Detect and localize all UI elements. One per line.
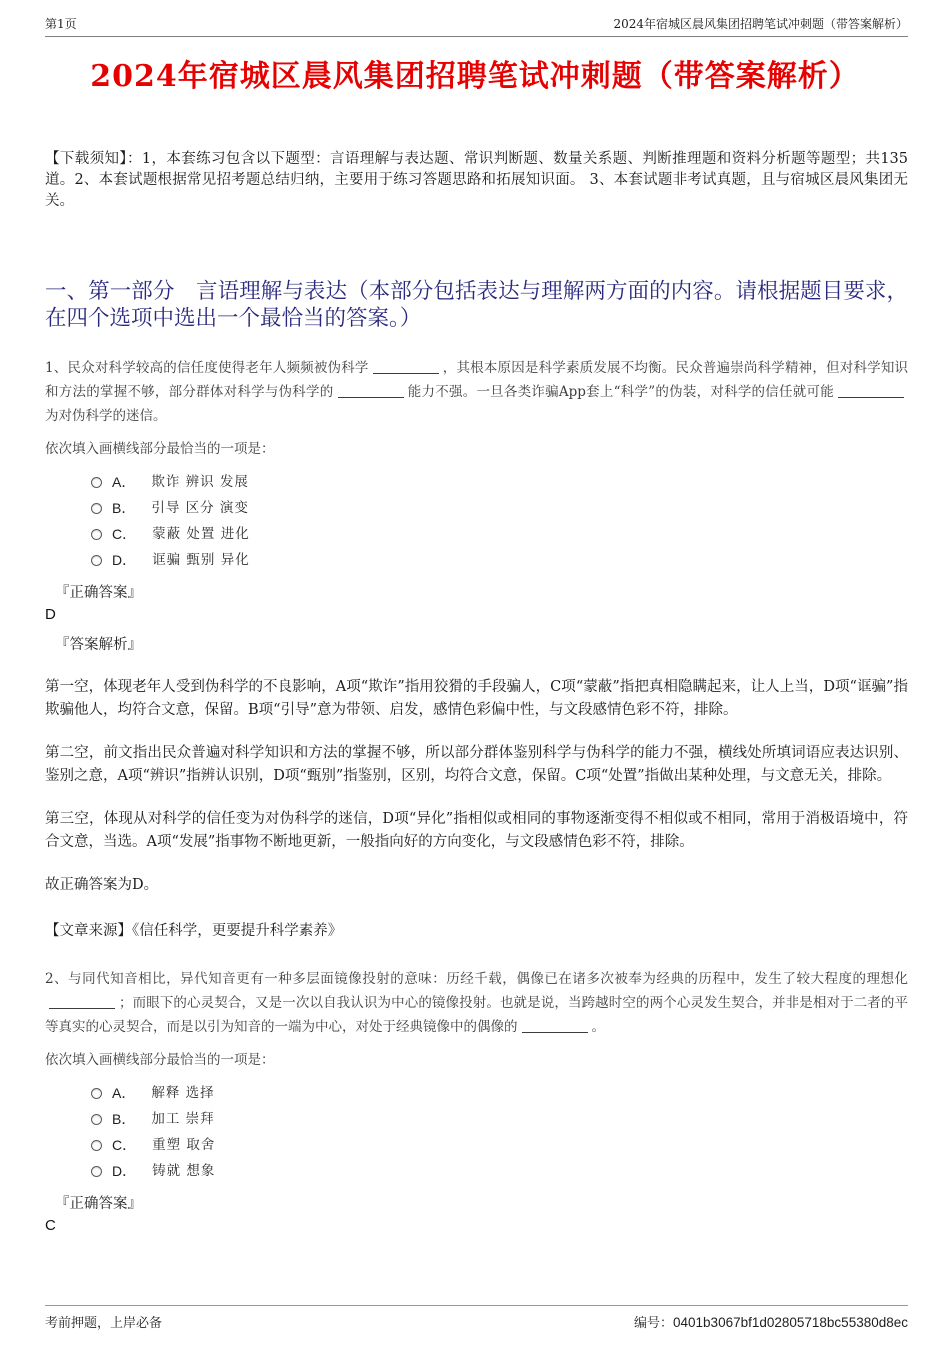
radio-button[interactable]: [91, 1088, 102, 1099]
fill-blank-prompt: 依次填入画横线部分最恰当的一项是：: [45, 1052, 275, 1068]
serial-label: 编号：: [634, 1316, 674, 1331]
option-row-d[interactable]: [45, 547, 908, 573]
option-text: 解释 选择: [151, 1085, 215, 1101]
option-row-b[interactable]: [45, 495, 908, 521]
page-title: 2024年宿城区晨风集团招聘笔试冲刺题（带答案解析）: [90, 59, 860, 94]
question-1: [45, 356, 908, 943]
radio-button[interactable]: [91, 503, 102, 514]
stem-text: 2、与同代知音相比，异代知音更有一种多层面镜像投射的意味：历经千载，偶像已在诸多次被奉为经典的历程中，发生了较大程度的理想化: [45, 971, 908, 987]
conclusion: 故正确答案为D。: [45, 877, 159, 893]
download-notice: 【下载须知】：1，本套练习包含以下题型：言语理解与表达题、常识判断题、数量关系题、判断推理题和资料分析题等题型；共135道。2、本套试题根据常见招考题总结归纳，主要用于练习答题思路和拓展知识面。 3、本套试题非考试真题，且与宿城区晨风集团无关。: [45, 151, 908, 209]
footer-serial: [634, 1312, 908, 1331]
radio-button[interactable]: [91, 1114, 102, 1125]
option-letter: D．: [112, 552, 137, 568]
question-1-stem: [45, 356, 908, 428]
stem-text: ，其根本原因是科学素质发展不均衡。民众普遍崇尚科学精神，但对科学知识和方法的掌握不够，部分群体对科学与伪科学的: [45, 360, 909, 400]
option-row-c[interactable]: [45, 1132, 908, 1158]
page-footer: [45, 1305, 908, 1331]
answer-blank: [838, 384, 904, 399]
analysis-paragraph-2: 第二空，前文指出民众普遍对科学知识和方法的掌握不够，所以部分群体鉴别科学与伪科学的能力不强，横线处所填词语应表达识别、鉴别之意，A项“辨识”指辨认识别，D项“甄别”指鉴别，区别，均符合文意，保留。C项“处置”指做出某种处理，与文意无关，排除。: [45, 745, 908, 784]
radio-button[interactable]: [91, 1166, 102, 1177]
analysis-paragraph-1: 第一空，体现老年人受到伪科学的不良影响，A项“欺诈”指用狡猾的手段骗人，C项“蒙蔽”指把真相隐瞒起来，让人上当，D项“诓骗”指欺骗他人，均符合文意，保留。B项“引导”意为带领、启发，感情色彩偏中性，与文段感情色彩不符，排除。: [45, 679, 908, 718]
question-2-options: [45, 1080, 908, 1184]
option-letter: C．: [112, 526, 137, 542]
option-letter: A．: [112, 1085, 136, 1101]
header-doc-title: 2024年宿城区晨风集团招聘笔试冲刺题（带答案解析）: [613, 17, 908, 31]
option-row-c[interactable]: [45, 521, 908, 547]
answer-blank: [338, 384, 404, 399]
fill-blank-prompt: 依次填入画横线部分最恰当的一项是：: [45, 441, 275, 457]
option-text: 加工 崇拜: [151, 1111, 215, 1127]
analysis-label: 『答案解析』: [55, 637, 142, 653]
radio-button[interactable]: [91, 529, 102, 540]
option-letter: B．: [112, 500, 136, 516]
option-text: 蒙蔽 处置 进化: [152, 526, 250, 542]
option-letter: A．: [112, 474, 136, 490]
option-row-b[interactable]: [45, 1106, 908, 1132]
correct-answer-label: 『正确答案』: [55, 1196, 142, 1212]
stem-text: 为对伪科学的迷信。: [45, 408, 167, 424]
answer-blank: [49, 995, 115, 1010]
source-line: 【文章来源】《信任科学，更要提升科学素养》: [45, 923, 343, 939]
correct-answer-label: 『正确答案』: [55, 585, 142, 601]
serial-value: 0401b3067bf1d02805718bc55380d8ec: [673, 1315, 908, 1330]
option-row-d[interactable]: [45, 1158, 908, 1184]
question-1-options: [45, 469, 908, 573]
option-text: 重塑 取舍: [152, 1137, 216, 1153]
answer-blank: [373, 360, 439, 375]
radio-button[interactable]: [91, 555, 102, 566]
stem-text: 1、民众对科学较高的信任度使得老年人频频被伪科学: [45, 360, 369, 376]
option-letter: B．: [112, 1111, 136, 1127]
question-2-stem: [45, 967, 908, 1039]
correct-answer-value: C: [45, 1217, 56, 1234]
header-page-number: 第1页: [45, 17, 77, 31]
option-text: 铸就 想象: [152, 1163, 216, 1179]
option-text: 欺诈 辨识 发展: [151, 474, 249, 490]
question-2: [45, 967, 908, 1236]
option-text: 引导 区分 演变: [151, 500, 249, 516]
correct-answer-value: D: [45, 606, 56, 623]
stem-text: 能力不强。一旦各类诈骗App套上“科学”的伪装，对科学的信任就可能: [407, 384, 834, 400]
option-row-a[interactable]: [45, 1080, 908, 1106]
option-text: 诓骗 甄别 异化: [152, 552, 250, 568]
stem-text: 。: [591, 1019, 605, 1035]
option-letter: D．: [112, 1163, 137, 1179]
analysis-paragraph-3: 第三空，体现从对科学的信任变为对伪科学的迷信，D项“异化”指相似或相同的事物逐渐变得不相似或不相同，常用于消极语境中，符合文意，当选。A项“发展”指事物不断地更新，一般指向好的方向变化，与文段感情色彩不符，排除。: [45, 811, 908, 850]
section-heading: 一、第一部分 言语理解与表达（本部分包括表达与理解两方面的内容。请根据题目要求，在四个选项中选出一个最恰当的答案。）: [45, 279, 908, 331]
footer-slogan: 考前押题，上岸必备: [45, 1316, 163, 1331]
radio-button[interactable]: [91, 477, 102, 488]
option-letter: C．: [112, 1137, 137, 1153]
option-row-a[interactable]: [45, 469, 908, 495]
stem-text: ；而眼下的心灵契合，又是一次以自我认识为中心的镜像投射。也就是说，当跨越时空的两个心灵发生契合，并非是相对于二者的平等真实的心灵契合，而是以引为知音的一端为中心，对处于经典镜像中的偶像的: [45, 995, 908, 1035]
page-header: [45, 0, 908, 37]
radio-button[interactable]: [91, 1140, 102, 1151]
page-content: [45, 149, 908, 1236]
answer-blank: [522, 1019, 588, 1034]
